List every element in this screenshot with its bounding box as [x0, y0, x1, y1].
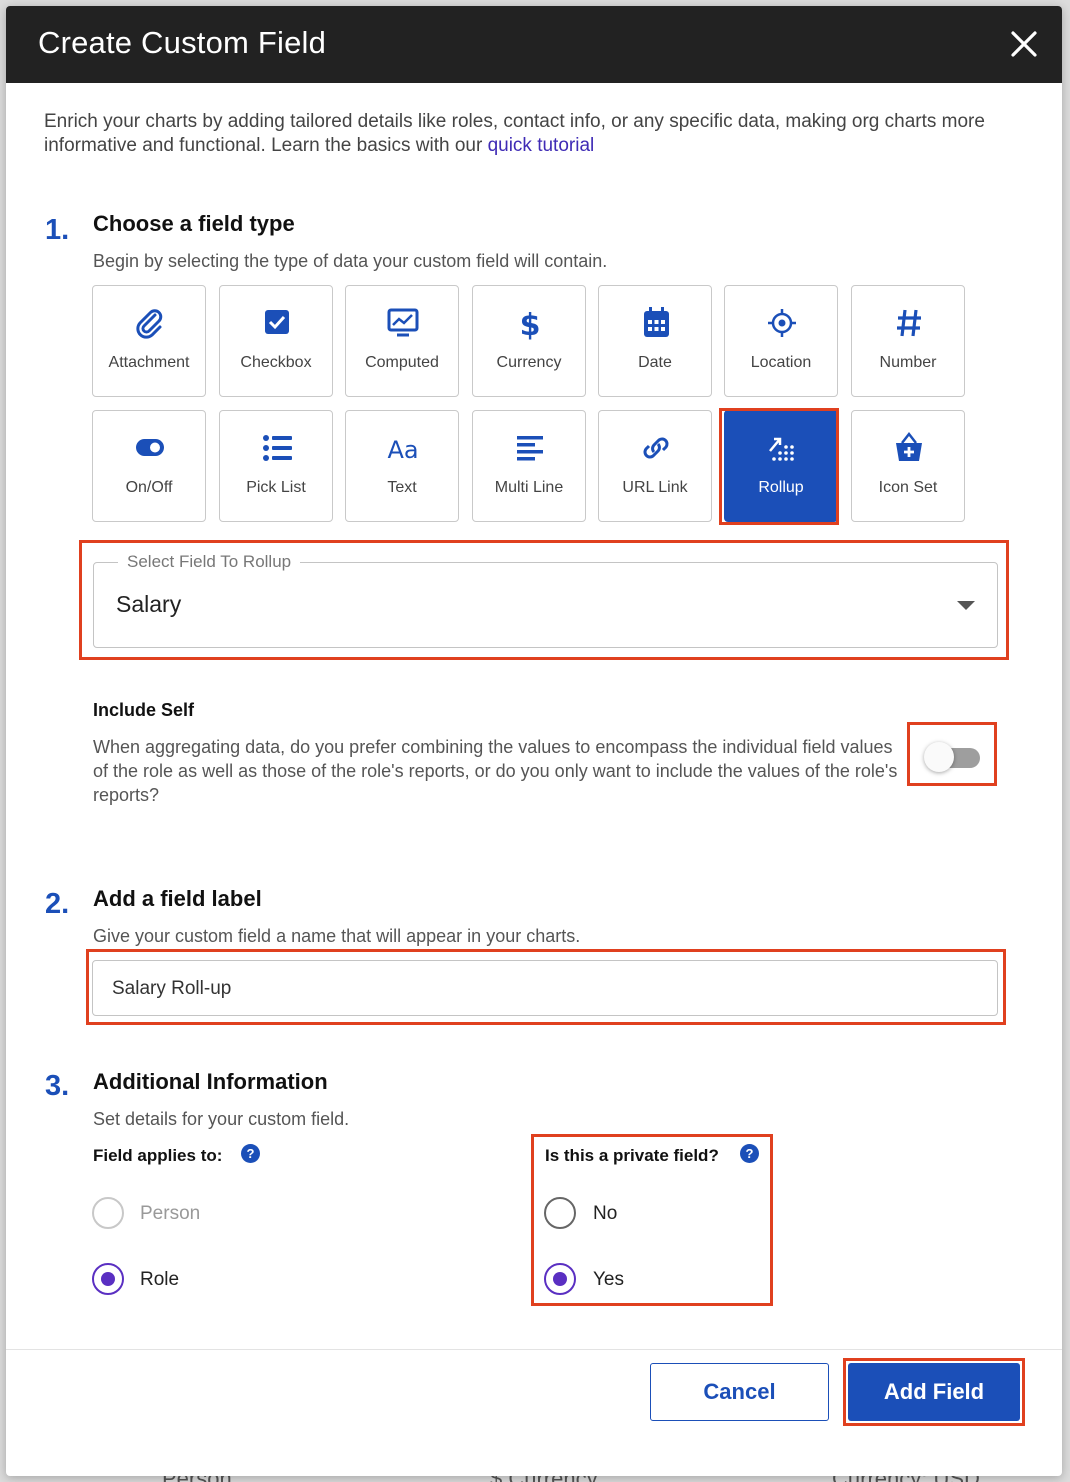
include-self-toggle[interactable] [922, 740, 982, 774]
cancel-button[interactable]: Cancel [650, 1363, 829, 1421]
field-type-icon-set[interactable] [851, 410, 965, 522]
svg-text:$: $ [519, 308, 541, 340]
field-type-label: Checkbox [240, 354, 312, 371]
radio-private-no-label: No [593, 1203, 618, 1224]
paperclip-icon [130, 306, 170, 340]
list-icon [257, 431, 297, 465]
field-type-computed[interactable] [345, 285, 459, 397]
include-self-title: Include Self [93, 700, 195, 720]
field-type-text[interactable] [345, 410, 459, 522]
field-type-label: Icon Set [878, 479, 938, 496]
link-icon [636, 431, 676, 465]
field-type-date[interactable] [598, 285, 712, 397]
crosshair-icon [762, 306, 802, 340]
private-field-help-icon[interactable]: ? [740, 1144, 759, 1163]
calendar-icon [636, 306, 676, 340]
intro-text: Enrich your charts by adding tailored details like roles, contact info, or any specific data, making org charts more informative and functional. Learn the basics with our quick tutorial [44, 111, 985, 156]
field-type-label: Location [750, 354, 812, 371]
field-type-label: Date [638, 354, 672, 371]
field-type-label: Attachment [108, 354, 190, 371]
field-type-on-off[interactable] [92, 410, 206, 522]
computed-chart-icon [383, 306, 423, 340]
checkbox-icon [257, 306, 297, 340]
radio-role[interactable] [92, 1263, 124, 1295]
applies-to-label: Field applies to: [93, 1146, 223, 1165]
step-2-number: 2. [45, 888, 70, 920]
radio-role-label: Role [140, 1269, 180, 1290]
field-type-label: Text [387, 479, 417, 496]
radio-private-yes-label: Yes [593, 1269, 624, 1290]
field-type-currency[interactable] [472, 285, 586, 397]
rollup-icon [762, 431, 802, 465]
step-1-description: Begin by selecting the type of data your custom field will contain. [93, 251, 608, 271]
svg-text:Aa: Aa [387, 436, 419, 464]
rollup-select-value: Salary [116, 591, 182, 617]
applies-to-help-icon[interactable]: ? [241, 1144, 260, 1163]
close-button[interactable] [1004, 24, 1044, 64]
field-type-pick-list[interactable] [219, 410, 333, 522]
include-self-description: When aggregating data, do you prefer combining the values to encompass the individual field values of the role as well as those of the role's reports, or do you only want to include the values of the role's reports? [93, 737, 898, 805]
field-type-label: On/Off [125, 479, 173, 496]
field-type-rollup[interactable] [724, 410, 838, 522]
field-type-label: URL Link [622, 479, 688, 496]
quick-tutorial-link[interactable]: quick tutorial [487, 135, 595, 156]
field-type-location[interactable] [724, 285, 838, 397]
field-type-label: Currency [496, 354, 562, 371]
radio-person[interactable] [92, 1197, 124, 1229]
field-type-attachment[interactable] [92, 285, 206, 397]
rollup-select-legend: Select Field To Rollup [118, 552, 300, 572]
field-type-label: Number [879, 354, 937, 371]
field-type-url-link[interactable] [598, 410, 712, 522]
footer-divider [6, 1349, 1062, 1350]
step-2-description: Give your custom field a name that will appear in your charts. [93, 926, 581, 946]
hash-icon [889, 306, 929, 340]
step-3-number: 3. [45, 1070, 70, 1102]
rollup-field-select[interactable] [93, 552, 998, 648]
modal-title: Create Custom Field [38, 25, 327, 60]
field-type-number[interactable] [851, 285, 965, 397]
toggle-icon [130, 431, 170, 465]
text-aa-icon [383, 431, 423, 465]
step-3-description: Set details for your custom field. [93, 1109, 350, 1129]
create-custom-field-dialog [6, 6, 1062, 1476]
private-field-label: Is this a private field? [545, 1146, 719, 1165]
close-icon [1004, 24, 1044, 64]
toggle-thumb [924, 742, 954, 772]
step-1-title: Choose a field type [93, 211, 295, 236]
chevron-down-icon [957, 601, 975, 610]
add-field-button[interactable]: Add Field [848, 1363, 1020, 1421]
radio-private-yes[interactable] [544, 1263, 576, 1295]
field-type-label: Pick List [246, 479, 306, 496]
field-type-label: Computed [365, 354, 439, 371]
radio-person-label: Person [140, 1203, 201, 1224]
multiline-icon [510, 431, 550, 465]
field-label-input[interactable]: Salary Roll-up [92, 960, 998, 1016]
dollar-icon [510, 306, 550, 340]
basket-icon [889, 431, 929, 465]
modal-header [6, 6, 1062, 83]
field-type-checkbox[interactable] [219, 285, 333, 397]
step-3-title: Additional Information [93, 1069, 328, 1094]
step-2-title: Add a field label [93, 886, 262, 911]
field-type-label: Multi Line [494, 479, 564, 496]
field-type-multi-line[interactable] [472, 410, 586, 522]
radio-private-no[interactable] [544, 1197, 576, 1229]
step-1-number: 1. [45, 214, 70, 246]
field-type-label: Rollup [758, 479, 804, 496]
